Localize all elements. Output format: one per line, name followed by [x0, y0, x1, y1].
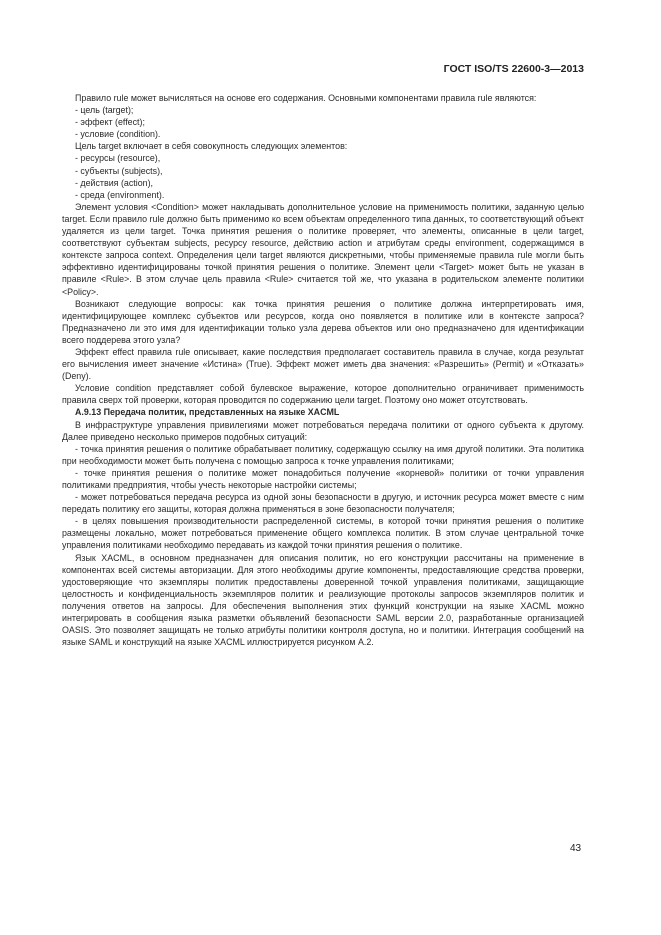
list-item: - условие (condition).: [75, 129, 161, 140]
paragraph: Правило rule может вычисляться на основе его содержания. Основными компонентами правила rule являются:: [75, 93, 537, 103]
body-text: [62, 92, 584, 648]
paragraph: Цель target включает в себя совокупность следующих элементов:: [75, 141, 348, 152]
paragraph: Условие condition представляет собой булевское выражение, которое дополнительно ограничивает применимость правила сверх той проверки, которая проводится по содержанию цели target. Поэтому оно может отсутствовать.: [62, 383, 584, 406]
document-code-header: ГОСТ ISO/TS 22600-3—2013: [443, 63, 584, 75]
list-paragraph: - точке принятия решения о политике может понадобиться получение «корневой» политики от точки управления политиками предприятия, чтобы учесть некоторые настройки системы;: [62, 467, 584, 490]
list-item: - цель (target);: [75, 105, 134, 116]
section-heading: А.9.13 Передача политик, представленных на языке XACML: [75, 407, 340, 418]
list-item: - действия (action),: [75, 177, 153, 188]
list-paragraph: - в целях повышения производительности распределенной системы, в которой точки принятия решения о политике размещены локально, может потребоваться применение общего комплекса политик. В этом случае центральной точке управления политиками необходимо передавать из каждой точки принятия решения о политике.: [62, 516, 584, 551]
list-item: - субъекты (subjects),: [75, 165, 163, 176]
paragraph: В инфраструктуре управления привилегиями может потребоваться передача политики от одного субъекта к другому. Далее приведено несколько примеров подобных ситуаций:: [62, 419, 584, 442]
paragraph: Элемент условия <Condition> может накладывать дополнительное условие на применимость политики, заданную целью target. Если правило rule должно быть применимо ко всем объектам определенного типа данных, то соответствующий объект удаляется из цели target. Точка принятия решения о политике проверяет, что элементы, описанные в цели target, соответствуют субъектам subjects, ресурсу resource, действию action и атрибутам среды environment, содержащимся в контексте запроса context. Определения цели target являются дискретными, чтобы применяемые правила rule могли быть эффективно идентифицированы точкой принятия решения о политике. Элемент цели <Target> может быть не указан в правиле <Rule>. В этом случае цель правила <Rule> считается той же, что указана в родительском элементе политики <Policy>.: [62, 201, 584, 297]
list-item: - среда (environment).: [75, 189, 165, 200]
list-paragraph: - может потребоваться передача ресурса из одной зоны безопасности в другую, и источник ресурса может вместе с ним передать политику его защиты, которая должна применяться в зоне безопасности получателя;: [62, 492, 584, 515]
page-number: 43: [570, 843, 582, 854]
paragraph: Язык XACML, в основном предназначен для описания политик, но его конструкции рассчитаны на применение в компонентах всей системы авторизации. Для этого необходимы другие компоненты, предоставляющие средства проверки, удостоверяющие что экземпляры политик предоставлены доверенной точкой управления политиками, защищающие целостность и конфиденциальность экземпляров политик и реализующие протоколы запросов экземпляров политик и получения ответов на запросы. Для обеспечения выполнения этих функций конструкции на языке XACML можно интегрировать в сообщения языка разметки объявлений безопасности SAML версии 2.0, разработанные организацией OASIS. Это позволяет защищать не только атрибуты политики контроля доступа, но и политики. Интеграция сообщений на языке SAML и конструкций на языке XACML иллюстрируется рисунком А.2.: [62, 552, 584, 648]
list-paragraph: - точка принятия решения о политике обрабатывает политику, содержащую ссылку на имя другой политики. Эта политика при необходимости может быть получена с помощью запроса к точке управления политиками;: [62, 443, 584, 466]
paragraph: Эффект effect правила rule описывает, какие последствия предполагает составитель правила в случае, когда результат его вычисления имеет значение «Истина» (True). Эффект может иметь два значения: «Разрешить» (Permit) и «Отказать» (Deny).: [62, 346, 584, 382]
list-item: - эффект (effect);: [75, 117, 145, 128]
paragraph: Возникают следующие вопросы: как точка принятия решения о политике должна интерпретировать имя, идентифицирующее комплекс субъектов или ресурсов, когда оно появляется в политике или в контексте запроса? Предназначено ли это имя для идентификации только узла дерева объектов или оно предназначено для идентификации всего поддерева этого узла?: [62, 298, 584, 345]
list-item: - ресурсы (resource),: [75, 153, 161, 164]
